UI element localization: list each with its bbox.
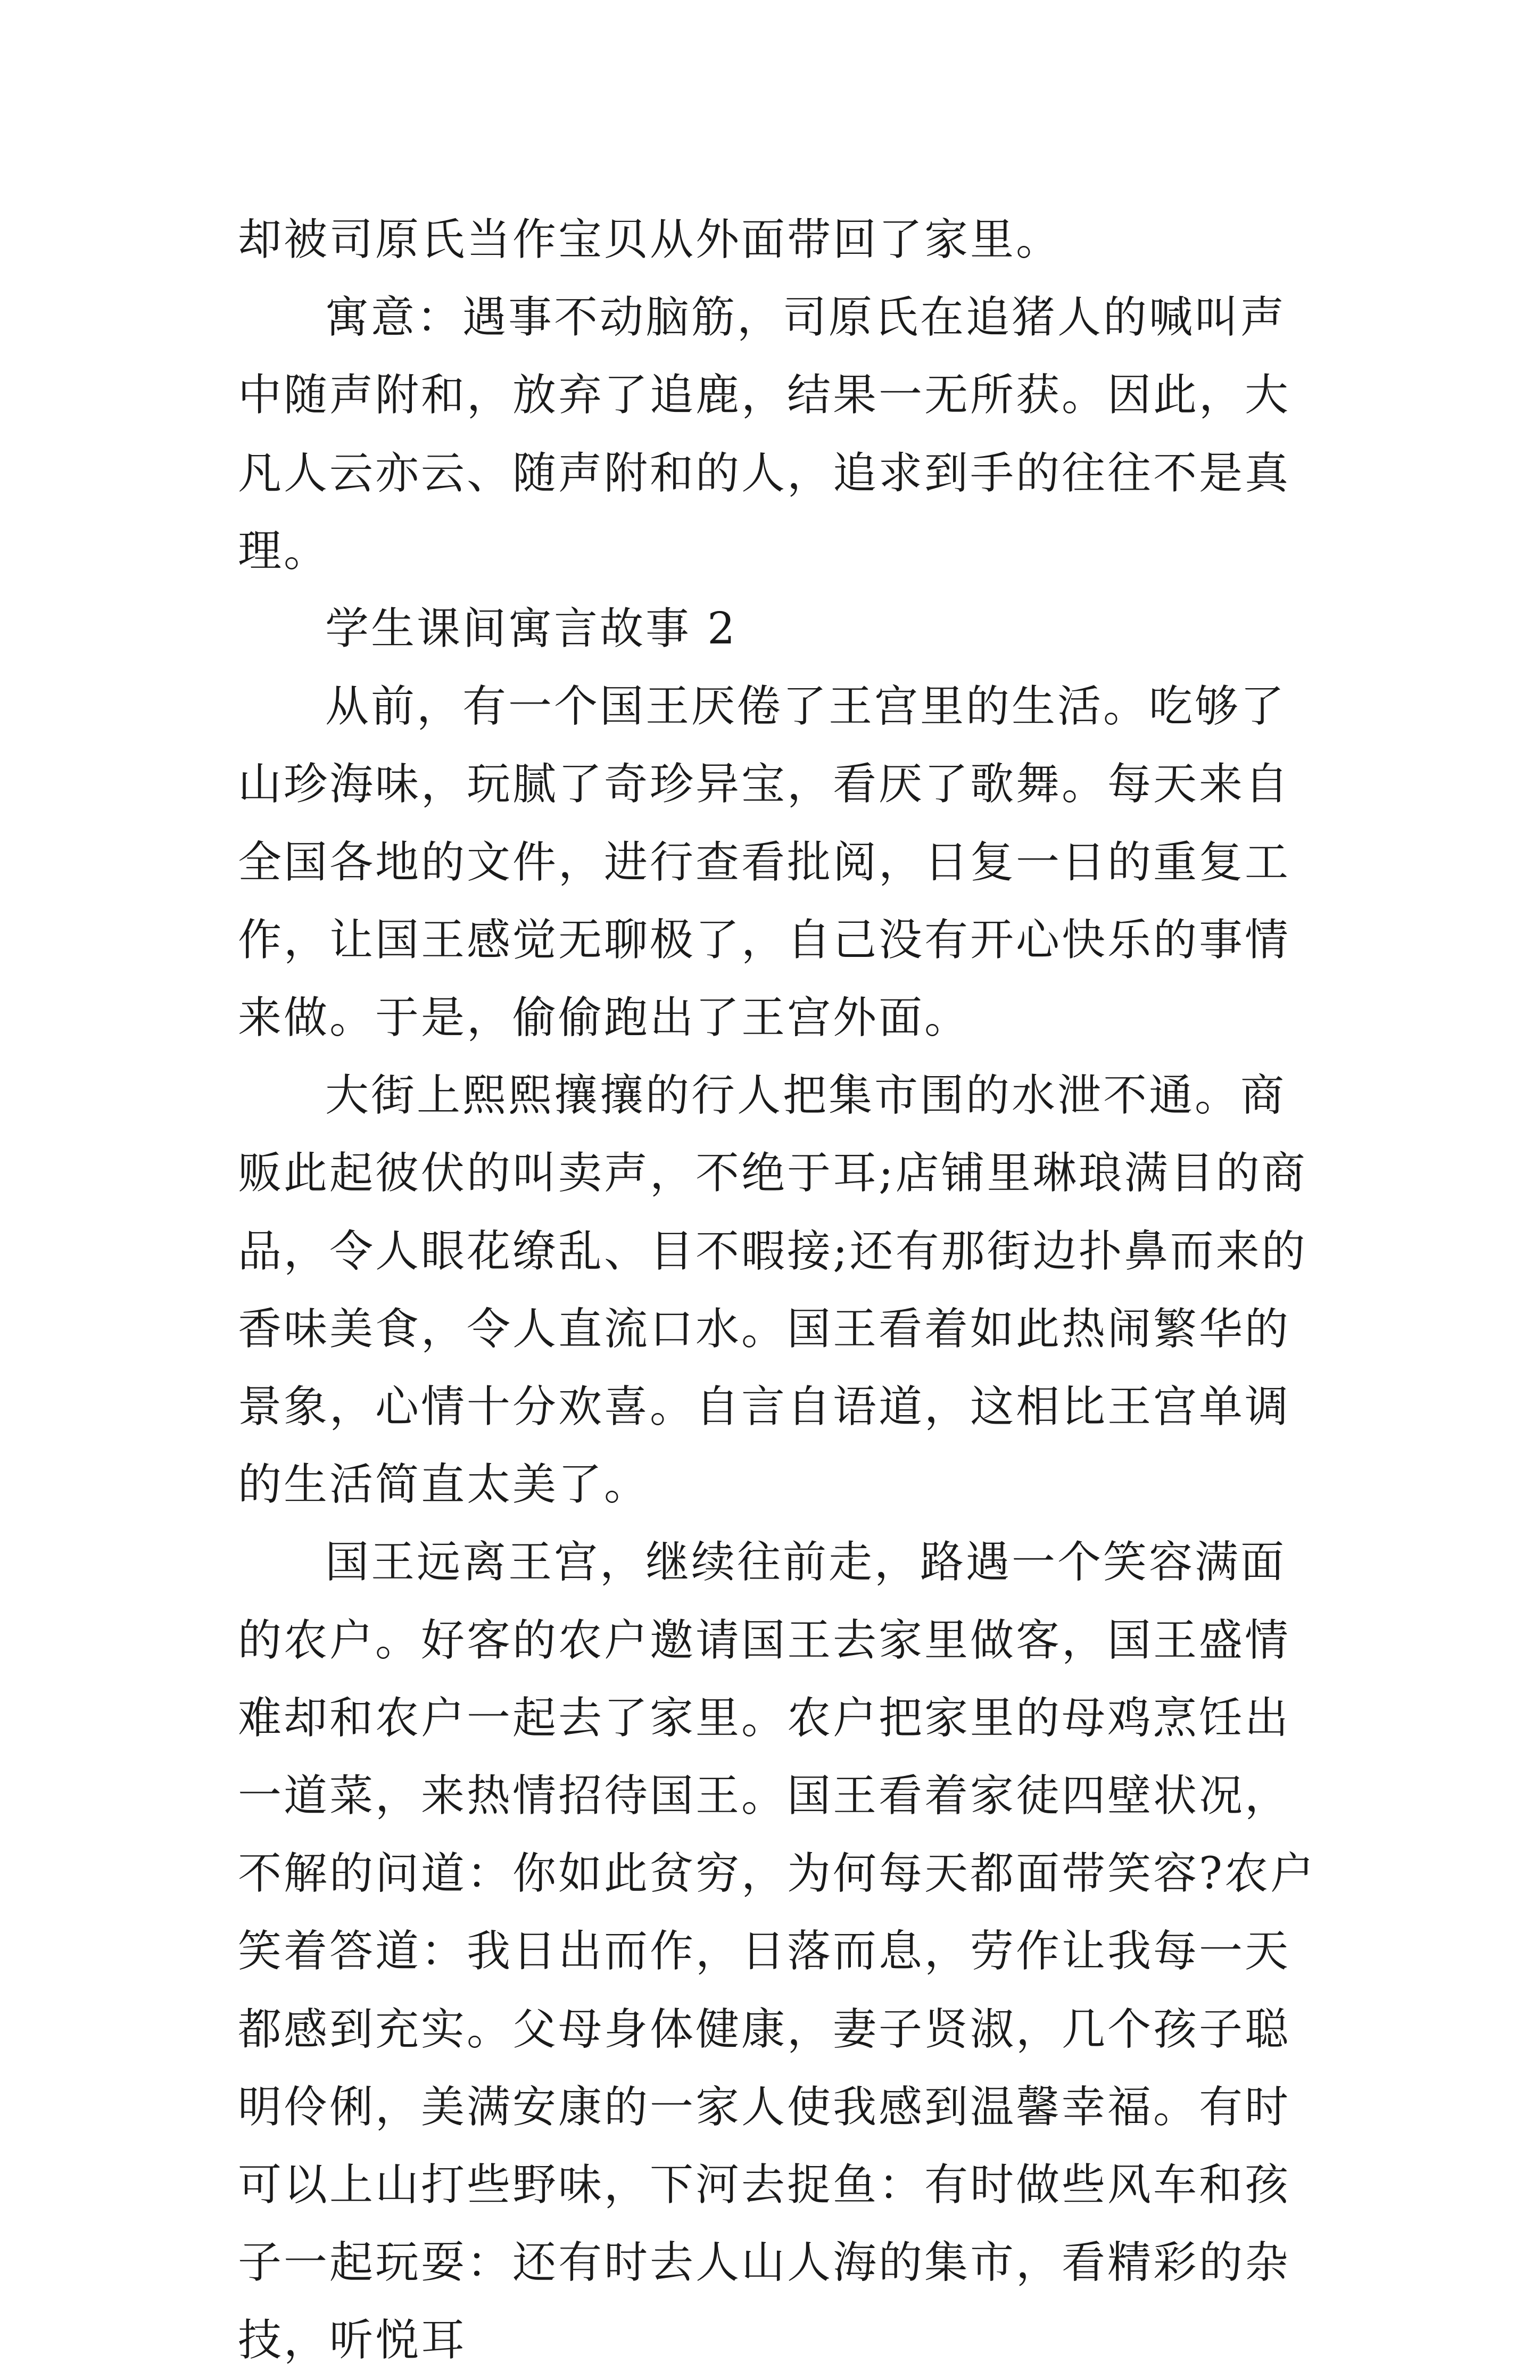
paragraph-continuation: 却被司原氏当作宝贝从外面带回了家里。 <box>238 214 1062 265</box>
document-body <box>238 201 1331 2380</box>
paragraph-story-intro: 从前，有一个国王厌倦了王宫里的生活。吃够了山珍海味，玩腻了奇珍异宝，看厌了歌舞。每天来自全国各地的文件，进行查看批阅，日复一日的重复工作，让国王感觉无聊极了，自己没有开心快乐的事情来做。于是，偷偷跑出了王宫外面。 <box>238 681 1291 1044</box>
paragraph-moral: 寓意：遇事不动脑筋，司原氏在追猪人的喊叫声中随声附和，放弃了追鹿，结果一无所获。因此，大凡人云亦云、随声附和的人，追求到手的往往不是真理。 <box>238 292 1291 576</box>
paragraph-market-scene: 大街上熙熙攘攘的行人把集市围的水泄不通。商贩此起彼伏的叫卖声，不绝于耳;店铺里琳琅满目的商品，令人眼花缭乱、目不暇接;还有那街边扑鼻而来的香味美食，令人直流口水。国王看着如此热闹繁华的景象，心情十分欢喜。自言自语道，这相比王宫单调的生活简直太美了。 <box>238 1070 1307 1510</box>
story-heading: 学生课间寓言故事 2 <box>325 604 738 655</box>
paragraph-farmer-visit: 国王远离王宫，继续往前走，路遇一个笑容满面的农户。好客的农户邀请国王去家里做客，国王盛情难却和农户一起去了家里。农户把家里的母鸡烹饪出一道菜，来热情招待国王。国王看着家徒四壁状况，不解的问道：你如此贫穷，为何每天都面带笑容?农户笑着答道：我日出而作，日落而息，劳作让我每一天都感到充实。父母身体健康，妻子贤淑，几个孩子聪明伶俐，美满安康的一家人使我感到温馨幸福。有时可以上山打些野味，下河去捉鱼：有时做些风车和孩子一起玩耍：还有时去人山人海的集市，看精彩的杂技，听悦耳 <box>238 1537 1316 2366</box>
